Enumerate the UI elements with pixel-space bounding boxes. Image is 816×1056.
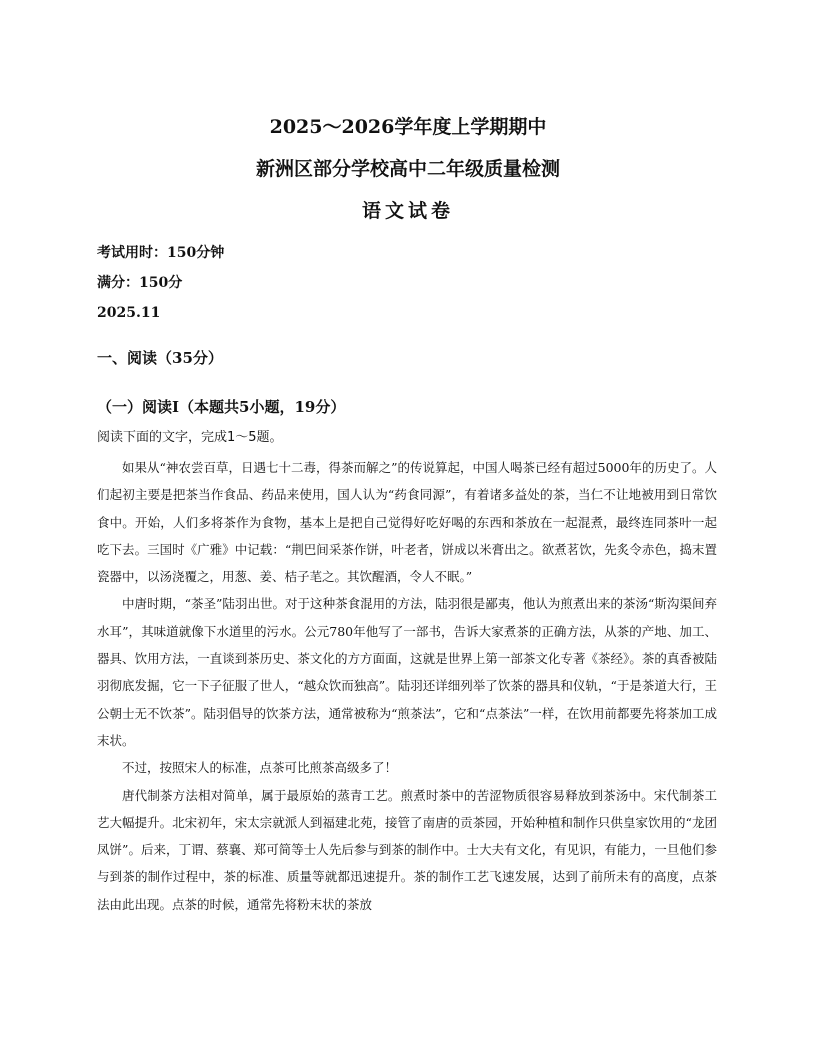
passage-paragraph: 不过，按照宋人的标准，点茶可比煎茶高级多了！ [122, 760, 398, 776]
reading-passage [97, 454, 717, 918]
passage-paragraph: 如果从“神农尝百草，日遇七十二毒，得茶而解之”的传说算起，中国人喝茶已经有超过5000年的历史了。人们起初主要是把茶当作食品、药品来使用，国人认为“药食同源”，有着诸多益处的茶，当仁不让地被用到日常饮食中。开始，人们多将茶作为食物，基本上是把自己觉得好吃好喝的东西和茶放在一起混煮，最终连同茶叶一起吃下去。三国时《广雅》中记载：“荆巴间采茶作饼，叶老者，饼成以米膏出之。欲煮茗饮，先炙令赤色，捣末置瓷器中，以汤浇覆之，用葱、姜、桔子芼之。其饮醒酒，令人不眠。” [97, 460, 717, 585]
sub-section-heading: （一）阅读Ⅰ（本题共5小题，19分） [97, 398, 346, 416]
reading-instruction: 阅读下面的文字，完成1～5题。 [97, 430, 283, 445]
exam-duration: 考试用时：150分钟 [97, 245, 225, 261]
exam-school-title: 新洲区部分学校高中二年级质量检测 [255, 158, 560, 180]
exam-term-title: 2025～2026学年度上学期期中 [269, 116, 547, 138]
title-block [0, 112, 816, 226]
exam-subject-title: 语文试卷 [361, 200, 454, 222]
passage-paragraph: 中唐时期，“茶圣”陆羽出世。对于这种茶食混用的方法，陆羽很是鄙夷，他认为煎煮出来的茶汤“斯沟渠间弃水耳”，其味道就像下水道里的污水。公元780年他写了一部书，告诉大家煮茶的正确方法，从茶的产地、加工、器具、饮用方法，一直谈到茶历史、茶文化的方方面面，这就是世界上第一部茶文化专著《茶经》。茶的真香被陆羽彻底发掘，它一下子征服了世人，“越众饮而独高”。陆羽还详细列举了饮茶的器具和仪轨，“于是茶道大行，王公朝士无不饮茶”。陆羽倡导的饮茶方法，通常被称为“煎茶法”，它和“点茶法”一样，在饮用前都要先将茶加工成末状。 [97, 596, 717, 748]
exam-full-score: 满分：150分 [97, 275, 183, 291]
exam-date: 2025.11 [97, 305, 161, 321]
section-heading: 一、阅读（35分） [97, 349, 223, 367]
passage-paragraph: 唐代制茶方法相对简单，属于最原始的蒸青工艺。煎煮时茶中的苦涩物质很容易释放到茶汤中。宋代制茶工艺大幅提升。北宋初年，宋太宗就派人到福建北苑，接管了南唐的贡茶园，开始种植和制作只供皇家饮用的“龙团凤饼”。后来，丁谓、蔡襄、郑可简等士人先后参与到茶的制作中。士大夫有文化，有见识，有能力，一旦他们参与到茶的制作过程中，茶的标准、质量等就都迅速提升。茶的制作工艺飞速发展，达到了前所未有的高度，点茶法由此出现。点茶的时候，通常先将粉末状的茶放 [97, 787, 717, 912]
